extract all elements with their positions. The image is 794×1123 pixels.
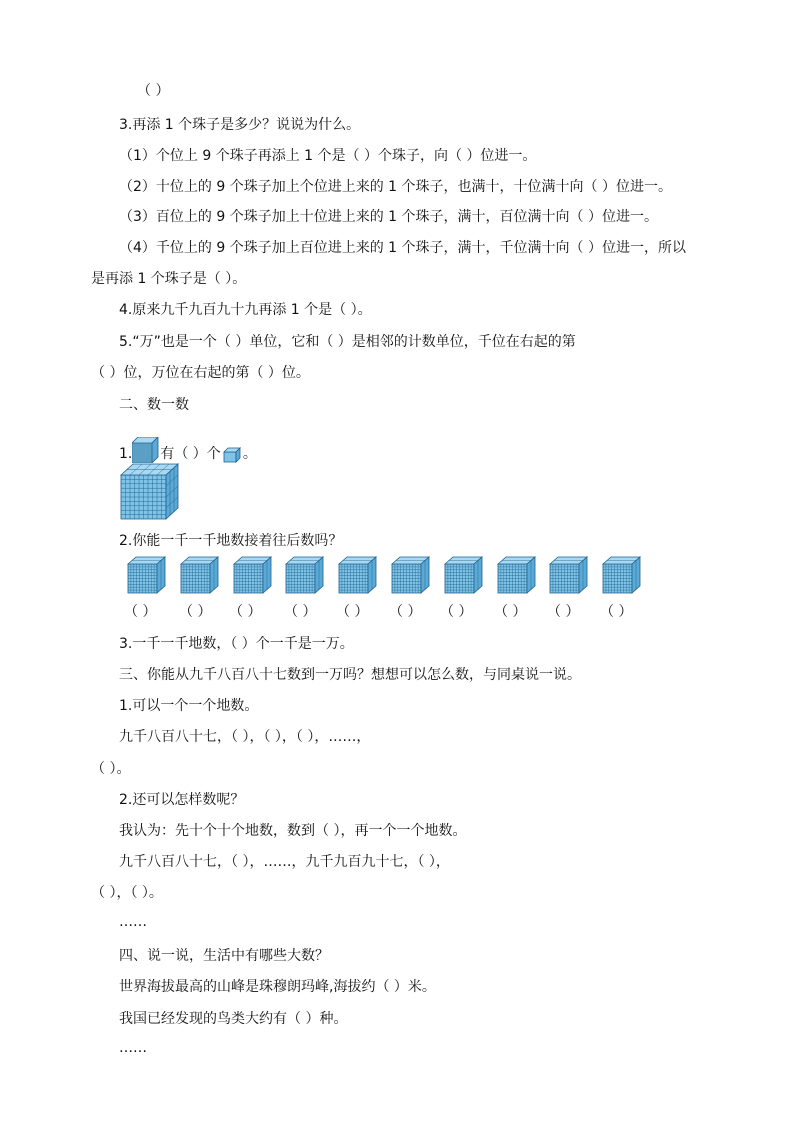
section-3-q1-counting-cont: （ ）。 [91, 761, 131, 777]
question-5-cont: （ ）位，万位在右起的第（ ）位。 [91, 365, 310, 381]
section-3-q1-counting: 九千八百八十七，（ ），（ ），（ ），……， [119, 729, 371, 745]
count-question-3: 3.一千一千地数，（ ）个一千是一万。 [119, 636, 354, 652]
thousand-cube-4 [285, 556, 325, 594]
section-3-q2-method: 我认为：先十个十个地数，数到（ ），再一个一个地数。 [119, 823, 467, 839]
count-question-2: 2.你能一千一千地数接着往后数吗？ [119, 533, 343, 549]
cube-count-blank-10: （ ） [600, 604, 633, 620]
cube-count-blank-2: （ ） [179, 604, 212, 620]
cube-count-blank-5: （ ） [336, 604, 369, 620]
section-3-heading: 三、你能从九千八百八十七数到一万吗？想想可以怎么数，与同桌说一说。 [119, 667, 581, 683]
unit-cube-icon [223, 447, 241, 463]
thousand-cube-icon [132, 437, 160, 463]
count-question-1-end: 。 [242, 446, 257, 462]
section-3-ellipsis: …… [119, 914, 147, 930]
count-question-1-number: 1. [119, 446, 133, 462]
question-3-item-2: （2）十位上的 9 个珠子加上个位进上来的 1 个珠子，也满十，十位满十向（ ）位进一。 [119, 179, 672, 195]
thousand-cube-1 [127, 556, 167, 594]
section-3-q2-counting: 九千八百八十七，（ ），……，九千九百九十七，（ ）， [119, 854, 450, 870]
answer-blank-top: （ ） [137, 83, 170, 99]
question-3-title: 3.再添 1 个珠子是多少？说说为什么。 [119, 117, 361, 133]
cube-count-blank-1: （ ） [124, 604, 157, 620]
section-2-heading: 二、数一数 [119, 397, 189, 413]
thousand-cube-9 [549, 556, 589, 594]
cube-count-blank-4: （ ） [284, 604, 317, 620]
thousand-cube-2 [180, 556, 220, 594]
count-question-1-text: 有（ ）个 [160, 446, 221, 462]
cube-count-blank-8: （ ） [494, 604, 527, 620]
cube-count-blanks [0, 601, 794, 619]
thousand-cube-5 [338, 556, 378, 594]
thousand-cube-3 [233, 556, 273, 594]
section-4-birds: 我国已经发现的鸟类大约有（ ）种。 [119, 1011, 348, 1027]
thousand-cube-8 [497, 556, 537, 594]
count-question-1 [119, 437, 257, 463]
section-3-q1: 1.可以一个一个地数。 [119, 698, 259, 714]
question-5: 5.“万”也是一个（ ）单位，它和（ ）是相邻的计数单位，千位在右起的第 [119, 334, 576, 350]
thousand-cube-10 [602, 556, 642, 594]
section-3-q2: 2.还可以怎样数呢？ [119, 792, 245, 808]
cube-count-blank-7: （ ） [440, 604, 473, 620]
question-3-item-4-cont: 是再添 1 个珠子是（ ）。 [91, 271, 247, 287]
question-4: 4.原来九千九百九十九再添 1 个是（ ）。 [119, 302, 372, 318]
section-4-heading: 四、说一说，生活中有哪些大数？ [119, 948, 329, 964]
question-3-item-4: （4）千位上的 9 个珠子加上百位进上来的 1 个珠子，满十，千位满十向（ ）位进一，所以 [119, 240, 686, 256]
thousand-cubes-row [127, 556, 647, 596]
section-4-ellipsis: …… [119, 1040, 147, 1056]
question-3-item-1: （1）个位上 9 个珠子再添上 1 个是（ ）个珠子，向（ ）位进一。 [119, 148, 537, 164]
section-3-q2-counting-cont: （ ），（ ）。 [91, 885, 163, 901]
cube-count-blank-6: （ ） [389, 604, 422, 620]
thousand-cube-6 [391, 556, 431, 594]
cube-count-blank-3: （ ） [229, 604, 262, 620]
section-4-everest: 世界海拔最高的山峰是珠穆朗玛峰,海拔约（ ）米。 [119, 979, 436, 995]
question-3-item-3: （3）百位上的 9 个珠子加上十位进上来的 1 个珠子，满十，百位满十向（ ）位进一。 [119, 209, 658, 225]
large-thousand-cube-image [120, 463, 180, 520]
cube-count-blank-9: （ ） [547, 604, 580, 620]
thousand-cube-7 [444, 556, 484, 594]
